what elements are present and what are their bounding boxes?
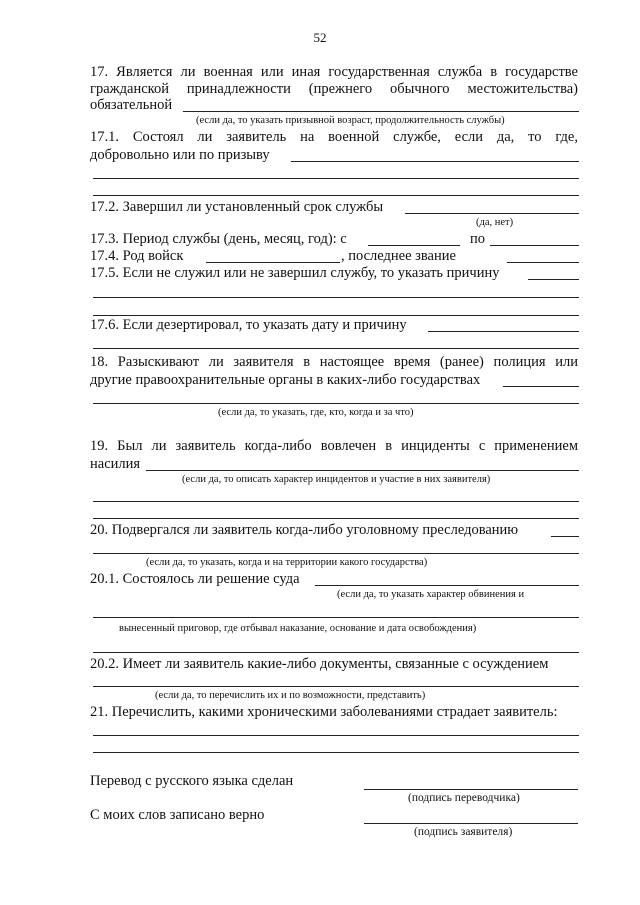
q17-6-answer-line-2[interactable] — [93, 348, 579, 349]
q18-line1: 18. Разыскивают ли заявителя в настоящее время (ранее) полиция или — [90, 354, 578, 370]
q17-1-line2: добровольно или по призыву — [90, 147, 270, 163]
q20-answer-field[interactable] — [551, 536, 579, 537]
q19-line2: насилия — [90, 456, 141, 472]
q17-3-to-field[interactable] — [490, 245, 579, 246]
q20-2-answer-field[interactable] — [93, 686, 579, 687]
translator-signature-field[interactable] — [364, 789, 578, 790]
q19-answer-line-3[interactable] — [93, 518, 579, 519]
q17-1-line1: 17.1. Состоял ли заявитель на военной службе, если да, то где, — [90, 129, 578, 145]
q17-hint: (если да, то указать призывной возраст, продолжительность службы) — [196, 115, 505, 126]
q19-answer-line-2[interactable] — [93, 501, 579, 502]
applicant-signature-field[interactable] — [364, 823, 578, 824]
q17-2-label: 17.2. Завершил ли установленный срок службы — [90, 199, 384, 215]
q17-6-label: 17.6. Если дезертировал, то указать дату и причину — [90, 317, 407, 333]
q17-3-to-label: по — [470, 231, 486, 247]
q17-3-label: 17.3. Период службы (день, месяц, год): с — [90, 231, 347, 247]
q17-line2: гражданской принадлежности (прежнего обычного местожительства) — [90, 81, 578, 97]
q17-line1: 17. Является ли военная или иная государственная служба в государстве — [90, 64, 578, 80]
q17-1-answer-field[interactable] — [291, 161, 579, 162]
q18-line2: другие правоохранительные органы в каких-либо государствах — [90, 372, 481, 388]
q17-5-label: 17.5. Если не служил или не завершил службу, то указать причину — [90, 265, 500, 281]
q17-answer-field[interactable] — [183, 111, 579, 112]
q17-4-rank-field[interactable] — [507, 262, 579, 263]
q17-5-answer-line-2[interactable] — [93, 297, 579, 298]
q20-hint: (если да, то указать, когда и на территории какого государства) — [146, 557, 428, 568]
q20-label: 20. Подвергался ли заявитель когда-либо уголовному преследованию — [90, 522, 519, 538]
page-number: 52 — [313, 30, 327, 45]
q20-2-hint: (если да, то перечислить их и по возможности, представить) — [155, 690, 426, 701]
q17-4-branch-field[interactable] — [206, 262, 340, 263]
q17-3-from-field[interactable] — [368, 245, 460, 246]
translator-signature-hint: (подпись переводчика) — [408, 792, 520, 804]
q21-answer-line-1[interactable] — [93, 735, 579, 736]
q17-5-answer-field[interactable] — [528, 279, 579, 280]
q17-1-answer-line-3[interactable] — [93, 195, 579, 196]
q17-4-label: 17.4. Род войск — [90, 248, 184, 264]
q20-1-answer-line-3[interactable] — [93, 652, 579, 653]
q18-answer-field[interactable] — [503, 386, 579, 387]
q19-answer-field[interactable] — [146, 470, 579, 471]
q17-6-answer-field[interactable] — [428, 331, 579, 332]
q20-1-answer-line-2[interactable] — [93, 617, 579, 618]
q20-answer-line-2[interactable] — [93, 553, 579, 554]
q20-1-hint-1: (если да, то указать характер обвинения и — [337, 589, 525, 600]
q20-1-hint-2: вынесенный приговор, где отбывал наказание, основание и дата освобождения) — [119, 623, 477, 634]
q17-1-answer-line-2[interactable] — [93, 178, 579, 179]
q18-hint: (если да, то указать, где, кто, когда и за что) — [218, 407, 414, 418]
q20-1-answer-field[interactable] — [315, 585, 579, 586]
q17-line3: обязательной — [90, 97, 173, 113]
q21-label: 21. Перечислить, какими хроническими заболеваниями страдает заявитель: — [90, 704, 558, 720]
translator-signature-label: Перевод с русского языка сделан — [90, 773, 294, 789]
q18-answer-line-2[interactable] — [93, 403, 579, 404]
q19-line1: 19. Был ли заявитель когда-либо вовлечен в инциденты с применением — [90, 438, 578, 454]
applicant-signature-hint: (подпись заявителя) — [414, 826, 513, 838]
applicant-signature-label: С моих слов записано верно — [90, 807, 265, 823]
q21-answer-line-2[interactable] — [93, 752, 579, 753]
q17-2-answer-field[interactable] — [405, 213, 579, 214]
q19-hint: (если да, то описать характер инцидентов и участие в них заявителя) — [182, 474, 491, 485]
q20-1-label: 20.1. Состоялось ли решение суда — [90, 571, 300, 587]
q20-2-label: 20.2. Имеет ли заявитель какие-либо документы, связанные с осуждением — [90, 656, 549, 672]
q17-4-rank-label: , последнее звание — [341, 248, 456, 264]
q17-2-hint: (да, нет) — [476, 217, 514, 228]
